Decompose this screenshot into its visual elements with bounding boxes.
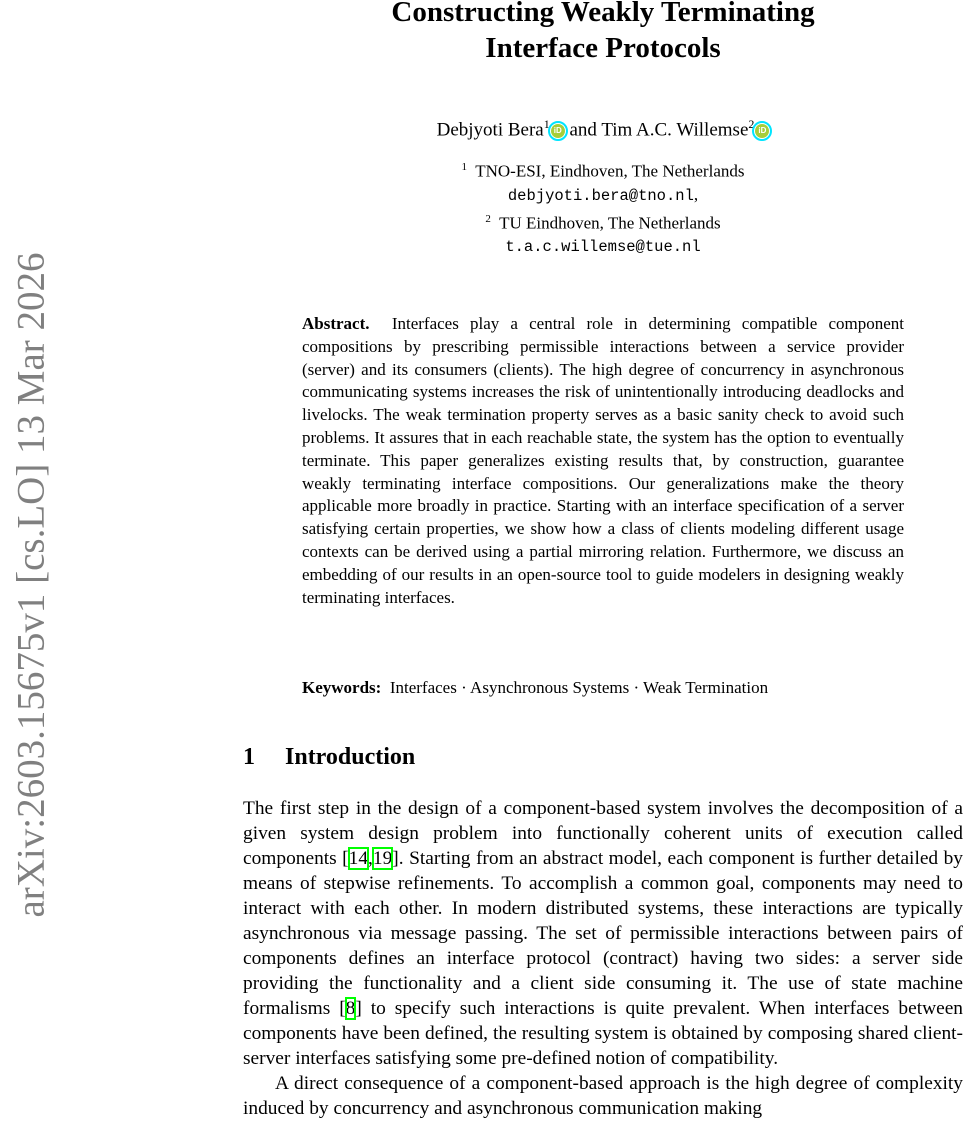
email-separator: , <box>693 184 699 204</box>
author-2-affil-mark: 2 <box>748 117 755 131</box>
keywords-label: Keywords: <box>302 678 382 697</box>
author-list <box>243 112 963 142</box>
citation-link[interactable]: 19 <box>372 848 393 869</box>
section-title: Introduction <box>285 744 416 770</box>
affiliation-1 <box>243 156 963 183</box>
affiliation-mark: 2 <box>485 212 491 225</box>
author-email[interactable]: debjyoti.bera@tno.nl <box>507 186 694 205</box>
abstract-text: Interfaces play a central role in determining compatible component compositions by prescribing permissible interactions between a service provider (server) and its consumers (clients). The high degree of concurrency in asynchronous communicating systems increases the risk of unintentionally introducing deadlocks and livelocks. The weak termination property serves as a basic sanity check to avoid such problems. It assures that in each reachable state, the system has the option to eventually terminate. This paper generalizes existing results that, by construction, guarantee weakly terminating interface compositions. Our generalizations make the theory applicable more broadly in practice. Starting with an interface specification of a server satisfying certain properties, we show how a class of clients modeling different usage contexts can be derived using a partial mirroring relation. Furthermore, we discuss an embedding of our results in an open-source tool to guide modelers in designing weakly terminating interfaces. <box>302 314 904 607</box>
affiliation-2 <box>243 208 963 235</box>
affiliation-institution: TU Eindhoven, The Netherlands <box>499 213 721 233</box>
citation-link[interactable]: 8 <box>345 998 356 1019</box>
author-1-affil-mark: 1 <box>543 117 550 131</box>
author-connector: and <box>564 119 602 141</box>
affiliation-mark: 1 <box>461 161 468 173</box>
arxiv-identifier: arXiv:2603.15675v1 [cs.LO] 13 Mar 2026 <box>9 252 53 918</box>
paragraph <box>243 796 963 1071</box>
keywords-text: Interfaces · Asynchronous Systems · Weak Termination <box>389 678 769 697</box>
affiliations <box>243 156 963 259</box>
affiliation-1-email-line <box>243 183 963 208</box>
affiliation-institution: TNO-ESI, Eindhoven, The Netherlands <box>475 161 745 181</box>
author-1-name: Debjyoti Bera <box>436 119 544 141</box>
section-number: 1 <box>243 744 255 770</box>
paragraph-text: The first step in the design of a component-based system involves the decomposition of a given system design problem into functionally coherent units of execution called components [ <box>243 798 963 869</box>
paragraph: A direct consequence of a component-based approach is the high degree of complexity induced by concurrency and asynchronous communication making <box>243 1073 963 1119</box>
citation-link[interactable]: 14 <box>348 848 369 869</box>
paper-title <box>243 0 963 66</box>
introduction-body <box>243 796 963 1121</box>
title-line-1: Constructing Weakly Terminating <box>391 0 815 28</box>
keywords <box>302 677 904 699</box>
orcid-icon[interactable]: iD <box>755 124 769 138</box>
citation-separator: , <box>368 848 373 869</box>
paragraph-text: ]. Starting from an abstract model, each component is further detailed by means of stepwise refinements. To accomplish a common goal, components may need to interact with each other. In modern distributed systems, these interactions are typically asynchronous via message passing. The set of permissible interactions between pairs of components defines an interface protocol (contract) having two sides: a server side providing the functionality and a client side consuming it. The use of state machine formalisms [ <box>243 848 964 1019</box>
abstract <box>302 313 904 609</box>
affiliation-2-email-line <box>243 234 963 259</box>
arxiv-sidebar <box>0 0 60 1145</box>
title-line-2: Interface Protocols <box>485 32 721 64</box>
author-email[interactable]: t.a.c.willemse@tue.nl <box>505 238 701 257</box>
orcid-icon[interactable]: iD <box>551 124 565 138</box>
section-heading <box>243 742 415 772</box>
paragraph-text: ] to specify such interactions is quite prevalent. When interfaces between components have been defined, the resulting system is obtained by composing shared client-server interfaces satisfying some pre-defined notion of compatibility. <box>243 998 963 1069</box>
abstract-label: Abstract. <box>302 314 370 333</box>
author-2-name: Tim A.C. Willemse <box>601 119 749 141</box>
